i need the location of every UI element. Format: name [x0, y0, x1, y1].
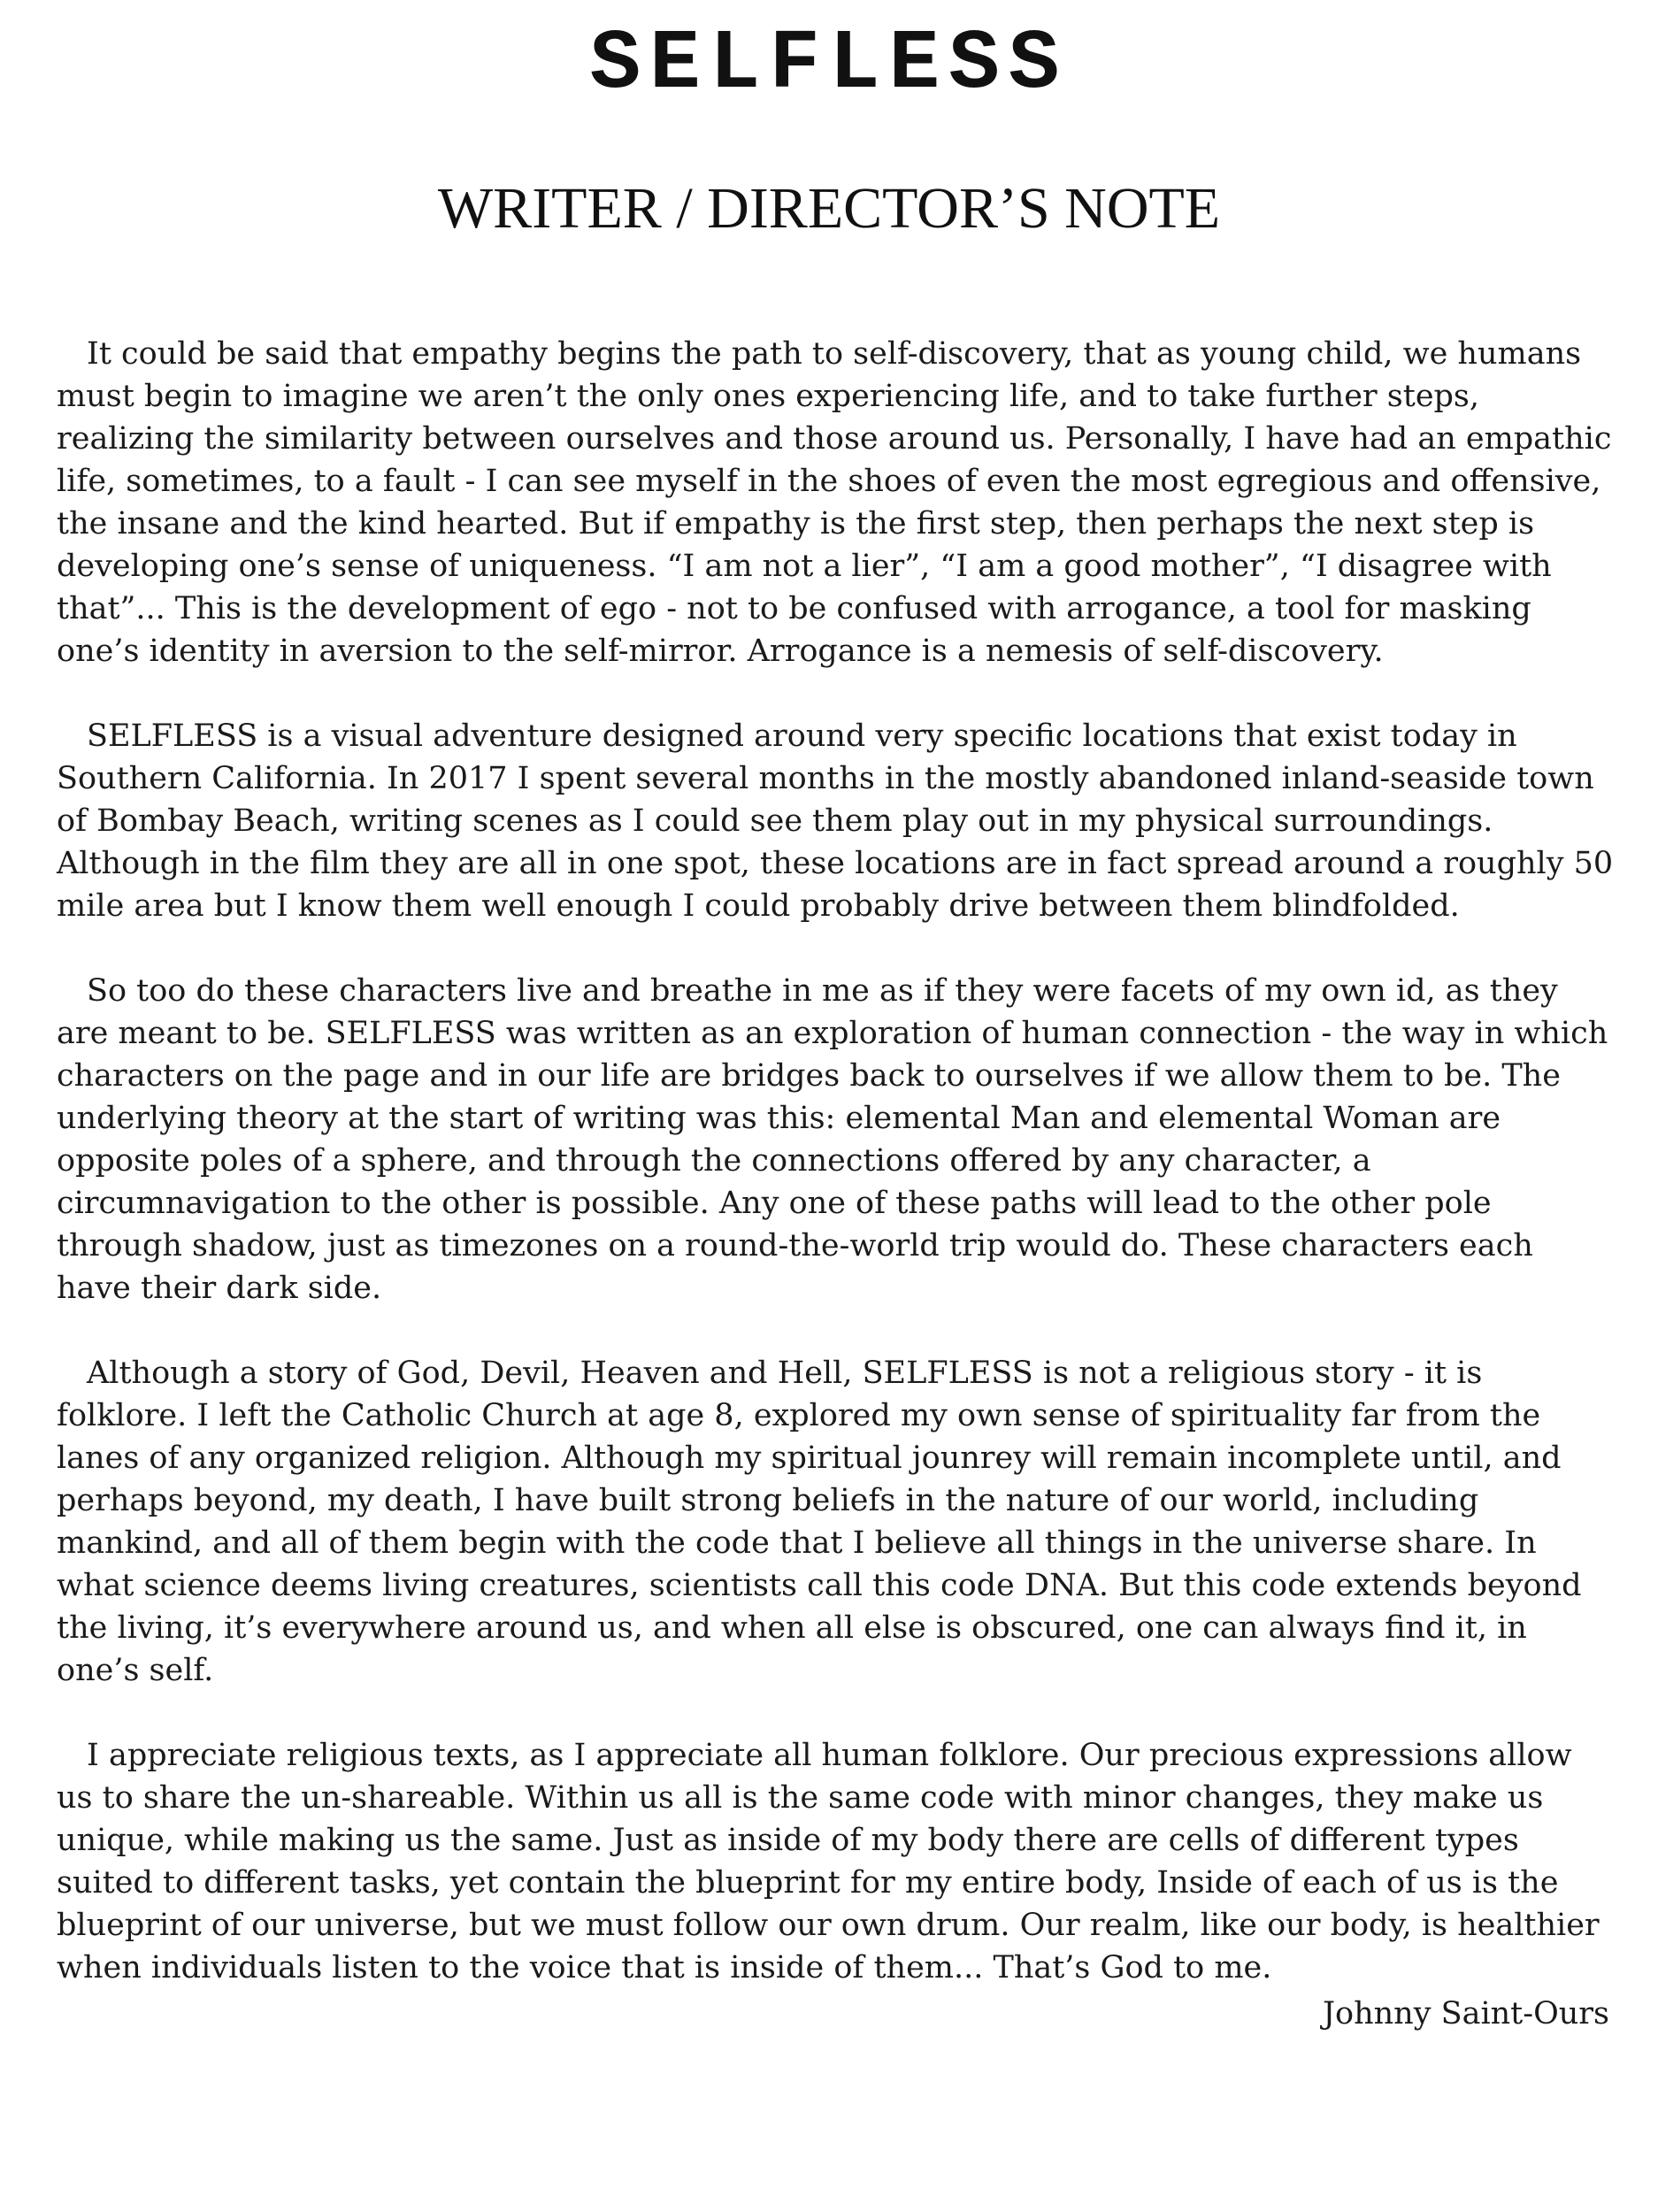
note-body [57, 333, 1616, 2032]
selfless-logo: SELFLESS [589, 16, 1069, 112]
paragraph-empathy: It could be said that empathy begins the path to self-discovery, that as young child, we humans must begin to imagine we aren’t the only ones experiencing life, and to take further steps, realizing the similarity between ourselves and those around us. Personally, I have had an empathic life, sometimes, to a fault - I can see myself in the shoes of even the most egregious and offensive, the insane and the kind hearted. But if empathy is the first step, then perhaps the next step is developing one’s sense of uniqueness. “I am not a lier”, “I am a good mother”, “I disagree with that”... This is the development of ego - not to be confused with arrogance, a tool for masking one’s identity in aversion to the self-mirror. Arrogance is a nemesis of self-discovery. [57, 336, 1612, 669]
paragraph-folklore: Although a story of God, Devil, Heaven and Hell, SELFLESS is not a religious story - it is folklore. I left the Catholic Church at age 8, explored my own sense of spirituality far from the lanes of any organized religion. Although my spiritual jounrey will remain incomplete until, and perhaps beyond, my death, I have built strong beliefs in the nature of our world, including mankind, and all of them begin with the code that I believe all things in the universe share. In what science deems living creatures, scientists call this code DNA. But this code extends beyond the living, it’s everywhere around us, and when all else is obscured, one can always find it, in one’s self. [57, 1356, 1582, 1688]
page-title: WRITER / DIRECTOR’S NOTE [437, 176, 1221, 241]
author-signature: Johnny Saint-Ours [1322, 1996, 1609, 2032]
paragraph-locations: SELFLESS is a visual adventure designed around very specific locations that exist today in Southern California. In 2017 I spent several months in the mostly abandoned inland-seaside town of Bombay Beach, writing scenes as I could see them play out in my physical surroundings. Although in the film they are all in one spot, these locations are in fact spread around a roughly 50 mile area but I know them well enough I could probably drive between them blindfolded. [57, 718, 1614, 924]
paragraph-characters: So too do these characters live and breathe in me as if they were facets of my own id, as they are meant to be. SELFLESS was written as an exploration of human connection - the way in which characters on the page and in our life are bridges back to ourselves if we allow them to be. The underlying theory at the start of writing was this: elemental Man and elemental Woman are opposite poles of a sphere, and through the connections offered by any character, a circumnavigation to the other is possible. Any one of these paths will lead to the other pole through shadow, just as timezones on a round-the-world trip would do. These characters each have their dark side. [57, 973, 1608, 1306]
paragraph-religious-texts: I appreciate religious texts, as I appreciate all human folklore. Our precious expressions allow us to share the un-shareable. Within us all is the same code with minor changes, they make us unique, while making us the same. Just as inside of my body there are cells of different types suited to different tasks, yet contain the blueprint for my entire body, Inside of each of us is the blueprint of our universe, but we must follow our own drum. Our realm, like our body, is healthier when individuals listen to the voice that is inside of them... That’s God to me. [57, 1738, 1600, 1985]
